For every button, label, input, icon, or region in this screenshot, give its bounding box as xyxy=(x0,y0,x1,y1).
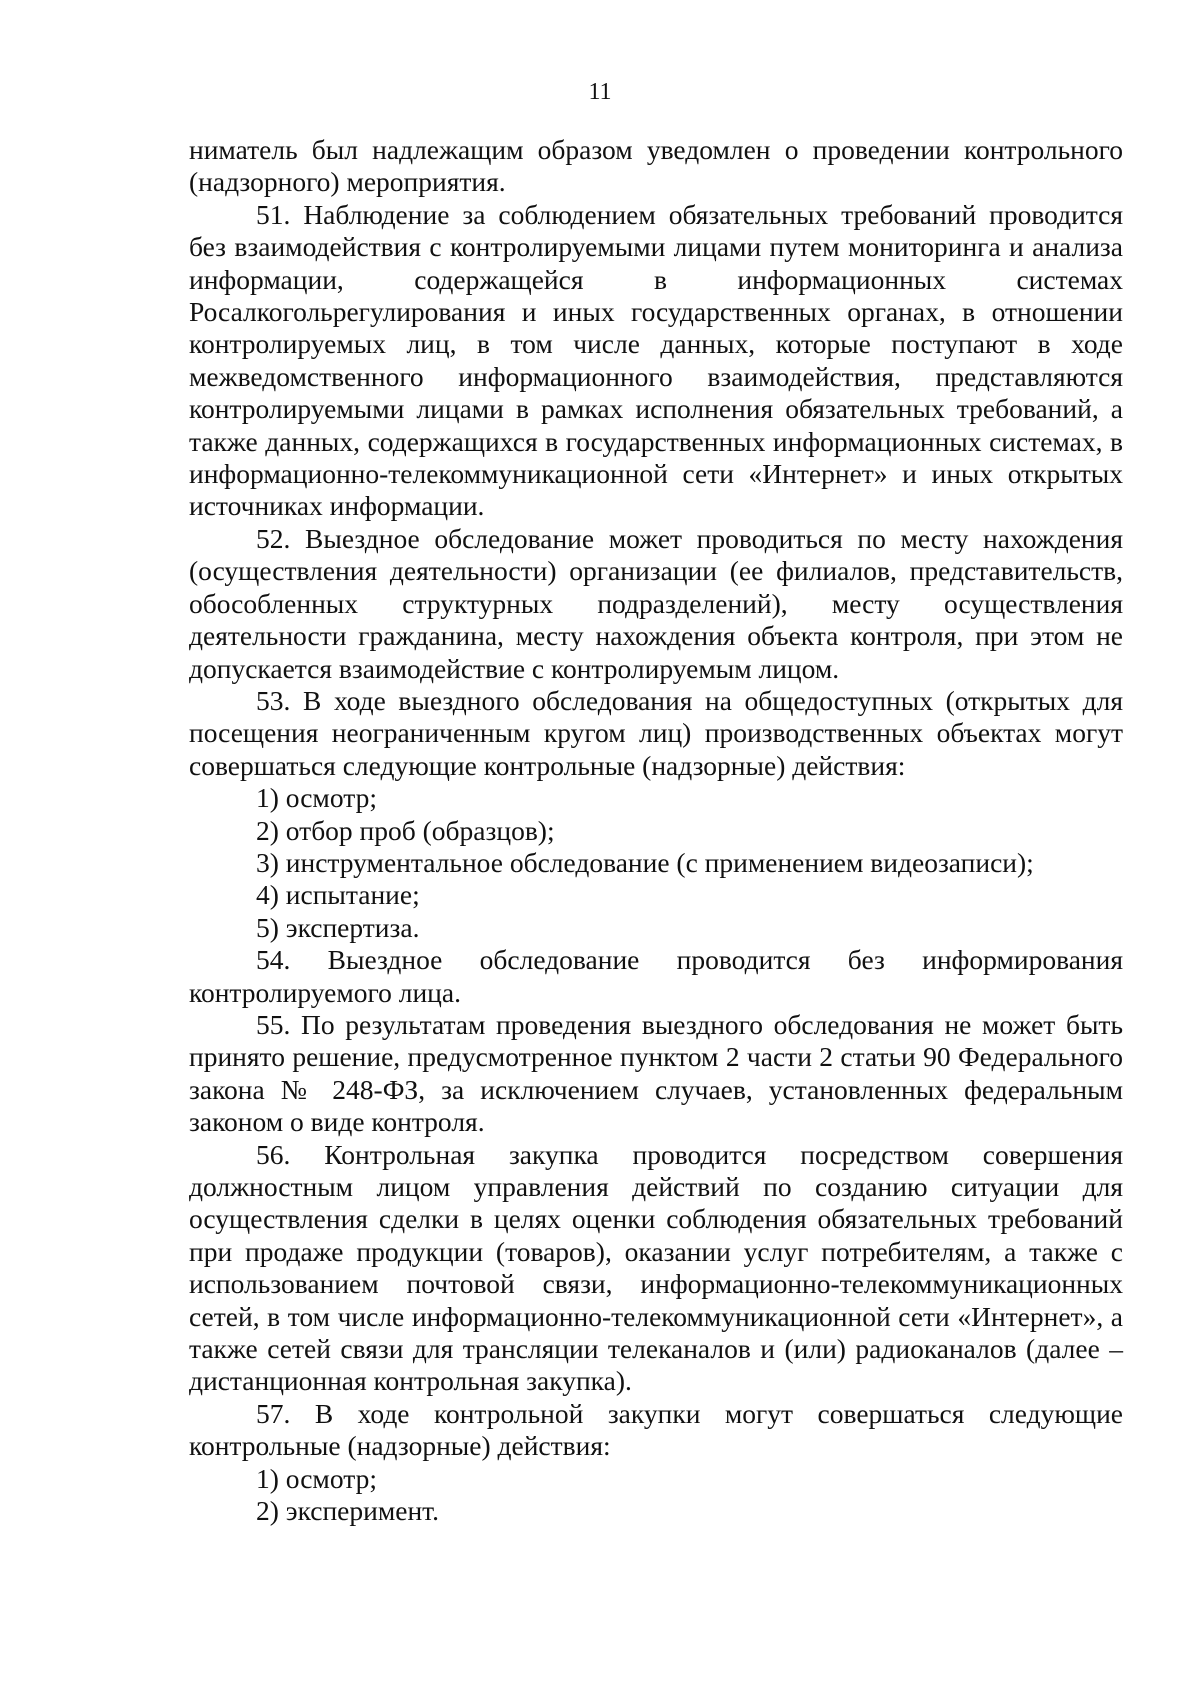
list-item-53-5: 5) экспертиза. xyxy=(256,911,420,943)
paragraph-55: 55. По результатам проведения выездного обследования не может быть принято решение, предусмотренное пунктом 2 части 2 статьи 90 Федерального закона № 248-ФЗ, за исключением случаев, установленных федеральным законом о виде контроля. xyxy=(189,1008,1123,1138)
list-item-57-2: 2) эксперимент. xyxy=(256,1495,440,1527)
list-item-57-1: 1) осмотр; xyxy=(256,1462,377,1494)
paragraph-51: 51. Наблюдение за соблюдением обязательных требований проводится без взаимодействия с контролируемыми лицами путем мониторинга и анализа информации, содержащейся в информационных системах Росалкогольрегулирования и иных государственных органах, в отношении контролируемых лиц, в том числе данных, которые поступают в ходе межведомственного информационного взаимодействия, представляются контролируемыми лицами в рамках исполнения обязательных требований, а также данных, содержащихся в государственных информационных системах, в информационно-телекоммуникационной сети «Интернет» и иных открытых источниках информации. xyxy=(189,198,1123,522)
list-item-53-3: 3) инструментальное обследование (с применением видеозаписи); xyxy=(256,846,1034,878)
paragraph-52: 52. Выездное обследование может проводиться по месту нахождения (осуществления деятельности) организации (ее филиалов, представительств, обособленных структурных подразделений), месту осуществления деятельности гражданина, месту нахождения объекта контроля, при этом не допускается взаимодействие с контролируемым лицом. xyxy=(189,522,1123,684)
list-item-53-4: 4) испытание; xyxy=(256,879,420,911)
paragraph-continuation: ниматель был надлежащим образом уведомлен о проведении контрольного (надзорного) мероприятия. xyxy=(189,134,1123,198)
document-body xyxy=(189,134,1123,1527)
list-item-53-1: 1) осмотр; xyxy=(256,782,377,814)
page-number: 11 xyxy=(588,79,612,105)
paragraph-54: 54. Выездное обследование проводится без информирования контролируемого лица. xyxy=(189,944,1123,1008)
paragraph-53: 53. В ходе выездного обследования на общедоступных (открытых для посещения неограниченным кругом лиц) производственных объектах могут совершаться следующие контрольные (надзорные) действия: xyxy=(189,684,1123,781)
paragraph-56: 56. Контрольная закупка проводится посредством совершения должностным лицом управления действий по созданию ситуации для осуществления сделки в целях оценки соблюдения обязательных требований при продаже продукции (товаров), оказании услуг потребителям, а также с использованием почтовой связи, информационно-телекоммуникационных сетей, в том числе информационно-телекоммуникационной сети «Интернет», а также сетей связи для трансляции телеканалов и (или) радиоканалов (далее – дистанционная контрольная закупка). xyxy=(189,1138,1123,1397)
list-item-53-2: 2) отбор проб (образцов); xyxy=(256,814,555,846)
paragraph-57: 57. В ходе контрольной закупки могут совершаться следующие контрольные (надзорные) действия: xyxy=(189,1397,1123,1462)
